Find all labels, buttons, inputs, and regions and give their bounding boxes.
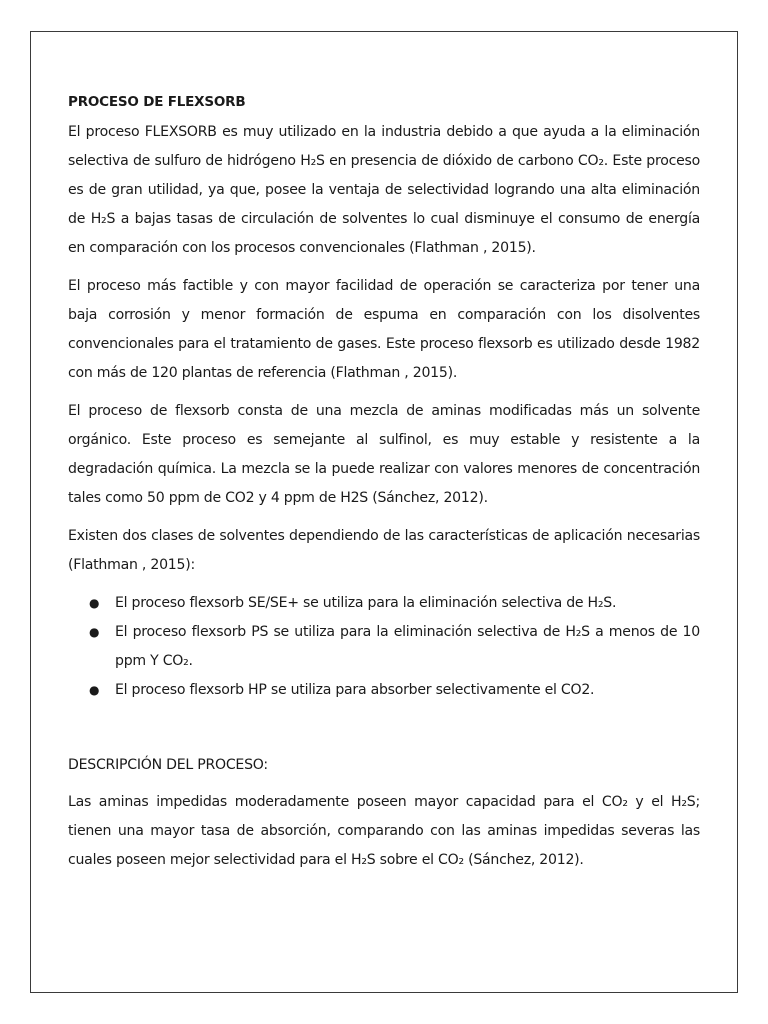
solvent-list: [68, 589, 700, 705]
bullet-icon: ●: [89, 683, 100, 697]
list-item-text: El proceso flexsorb SE/SE+ se utiliza para la eliminación selectiva de H₂S.: [115, 595, 617, 611]
document-title: PROCESO DE FLEXSORB: [68, 94, 246, 110]
paragraph-2: El proceso más factible y con mayor facilidad de operación se caracteriza por tener una baja corrosión y menor formación de espuma en comparación con los disolventes convencionales para el tratamiento de gases. Este proceso flexsorb es utilizado desde 1982 con más de 120 plantas de referencia (Flathman , 2015).: [68, 278, 700, 381]
document-body: [68, 90, 700, 884]
section-paragraph: Las aminas impedidas moderadamente poseen mayor capacidad para el CO₂ y el H₂S; tienen una mayor tasa de absorción, comparando con las aminas impedidas severas las cuales poseen mejor selectividad para el H₂S sobre el CO₂ (Sánchez, 2012).: [68, 794, 700, 868]
list-item-text: El proceso flexsorb PS se utiliza para la eliminación selectiva de H₂S a menos de 10 ppm Y CO₂.: [115, 624, 700, 669]
list-item: [68, 618, 700, 676]
paragraph-1: El proceso FLEXSORB es muy utilizado en la industria debido a que ayuda a la eliminación selectiva de sulfuro de hidrógeno H₂S en presencia de dióxido de carbono CO₂. Este proceso es de gran utilidad, ya que, posee la ventaja de selectividad logrando una alta eliminación de H₂S a bajas tasas de circulación de solventes lo cual disminuye el consumo de energía en comparación con los procesos convencionales (Flathman , 2015).: [68, 124, 700, 256]
section-heading: DESCRIPCIÓN DEL PROCESO:: [68, 757, 268, 773]
list-item: [68, 676, 700, 705]
bullet-icon: ●: [89, 596, 100, 610]
list-item: [68, 589, 700, 618]
bullet-icon: ●: [89, 625, 100, 639]
paragraph-3: El proceso de flexsorb consta de una mezcla de aminas modificadas más un solvente orgánico. Este proceso es semejante al sulfinol, es muy estable y resistente a la degradación química. La mezcla se la puede realizar con valores menores de concentración tales como 50 ppm de CO2 y 4 ppm de H2S (Sánchez, 2012).: [68, 403, 700, 506]
paragraph-4: Existen dos clases de solventes dependiendo de las características de aplicación necesarias (Flathman , 2015):: [68, 528, 700, 573]
list-item-text: El proceso flexsorb HP se utiliza para absorber selectivamente el CO2.: [115, 682, 595, 698]
